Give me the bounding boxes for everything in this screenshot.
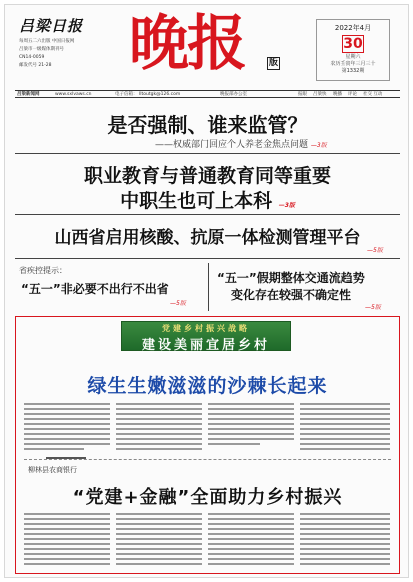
date-weekday: 星期六	[345, 54, 361, 60]
brief-2-ref-wrap	[365, 302, 381, 312]
issue-number: 第1332期	[341, 68, 365, 74]
article-text-block	[300, 513, 390, 568]
banner-line-2: 建设美丽宜居乡村	[141, 338, 270, 353]
paper-name: 吕梁日报	[19, 17, 84, 35]
article-text-block	[24, 403, 110, 453]
date-lunar: 农历壬寅年三月三十	[330, 61, 376, 67]
article-text-block	[116, 513, 202, 568]
info-bar-menu-item: 吕梁快	[313, 92, 327, 97]
masthead-info-line: 每周五二六出版 中国日报网	[19, 39, 75, 44]
info-bar-menu-item: 报眼	[298, 92, 307, 97]
masthead-info	[19, 38, 117, 70]
brief-2-ref: —5版	[365, 304, 381, 311]
info-bar-menu-item: 晚播	[333, 92, 342, 97]
feature-org: 柳林县农商银行	[28, 466, 77, 474]
brief-divider	[208, 263, 209, 311]
banner-line-1: 党建乡村振兴战略	[162, 324, 250, 333]
feature-headline: 绿生生嫩滋滋的沙棘长起来	[87, 375, 328, 397]
article-text-block	[208, 403, 294, 448]
info-bar-web[interactable]: www.sxlvaws.cn	[55, 92, 92, 97]
edition-badge: 版	[269, 58, 279, 68]
info-bar-email[interactable]: lltoutgk@126.com	[139, 92, 181, 97]
headline-2-line2	[5, 186, 409, 213]
info-bar-menu-item: 评论	[348, 92, 357, 97]
brief-2-title: “五一”假期整体交通流趋势	[217, 271, 365, 285]
masthead-left	[19, 15, 117, 70]
brief-1-ref-wrap	[170, 298, 186, 308]
article-text-block	[116, 403, 202, 453]
masthead-info-line: 吕梁市一级媒体期刊号	[19, 47, 64, 52]
info-bar-email-label: 电子信箱：	[115, 92, 138, 97]
headline-2-ref: —3版	[278, 202, 295, 209]
divider	[15, 214, 400, 215]
headline-3: 山西省启用核酸、抗原一体检测管理平台	[54, 228, 361, 248]
brief-1-ref: —5版	[170, 300, 186, 307]
headline-3-ref-wrap	[367, 245, 383, 255]
article-text-block	[24, 513, 110, 568]
masthead-info-line: 邮发代号 21-28	[19, 63, 52, 68]
feature-section	[15, 316, 400, 574]
date-box	[316, 19, 390, 81]
headline-1: 是否强制、谁来监管？	[107, 113, 308, 137]
feature-headline-2: “党建+金融”全面助力乡村振兴	[72, 487, 343, 508]
info-bar-site: 吕梁新闻网	[17, 92, 40, 97]
masthead-info-line: CN14-0059	[19, 55, 45, 60]
info-bar	[15, 90, 400, 98]
info-bar-menu-item: 社交 互动	[363, 92, 383, 97]
divider	[15, 153, 400, 154]
headline-3-ref: —5版	[367, 247, 383, 254]
headline-2-line2-text: 中职生也可上本科	[120, 190, 273, 212]
brief-1-kicker: 省疾控提示：	[19, 266, 67, 275]
headline-2: 职业教育与普通教育同等重要	[83, 165, 331, 187]
headline-1-ref: —3版	[310, 142, 327, 149]
headline-1-sub	[155, 137, 327, 150]
divider	[15, 258, 400, 259]
brief-1-title: “五一”非必要不出行不出省	[21, 282, 169, 296]
date-day: 30	[343, 36, 363, 52]
masthead-title: 晚报	[129, 9, 245, 79]
article-text-block	[300, 403, 390, 453]
info-bar-office: 晚报部办公室	[220, 92, 247, 97]
brief-2-title-line2: 变化存在较强不确定性	[231, 288, 352, 302]
article-text-block	[208, 513, 294, 568]
headline-1-sub-text: ——权威部门回应个人养老金焦点问题	[155, 140, 309, 150]
newspaper-page	[4, 4, 409, 578]
section-divider	[24, 459, 391, 460]
date-year-month: 2022年4月	[334, 24, 372, 32]
feature-banner	[121, 321, 291, 351]
